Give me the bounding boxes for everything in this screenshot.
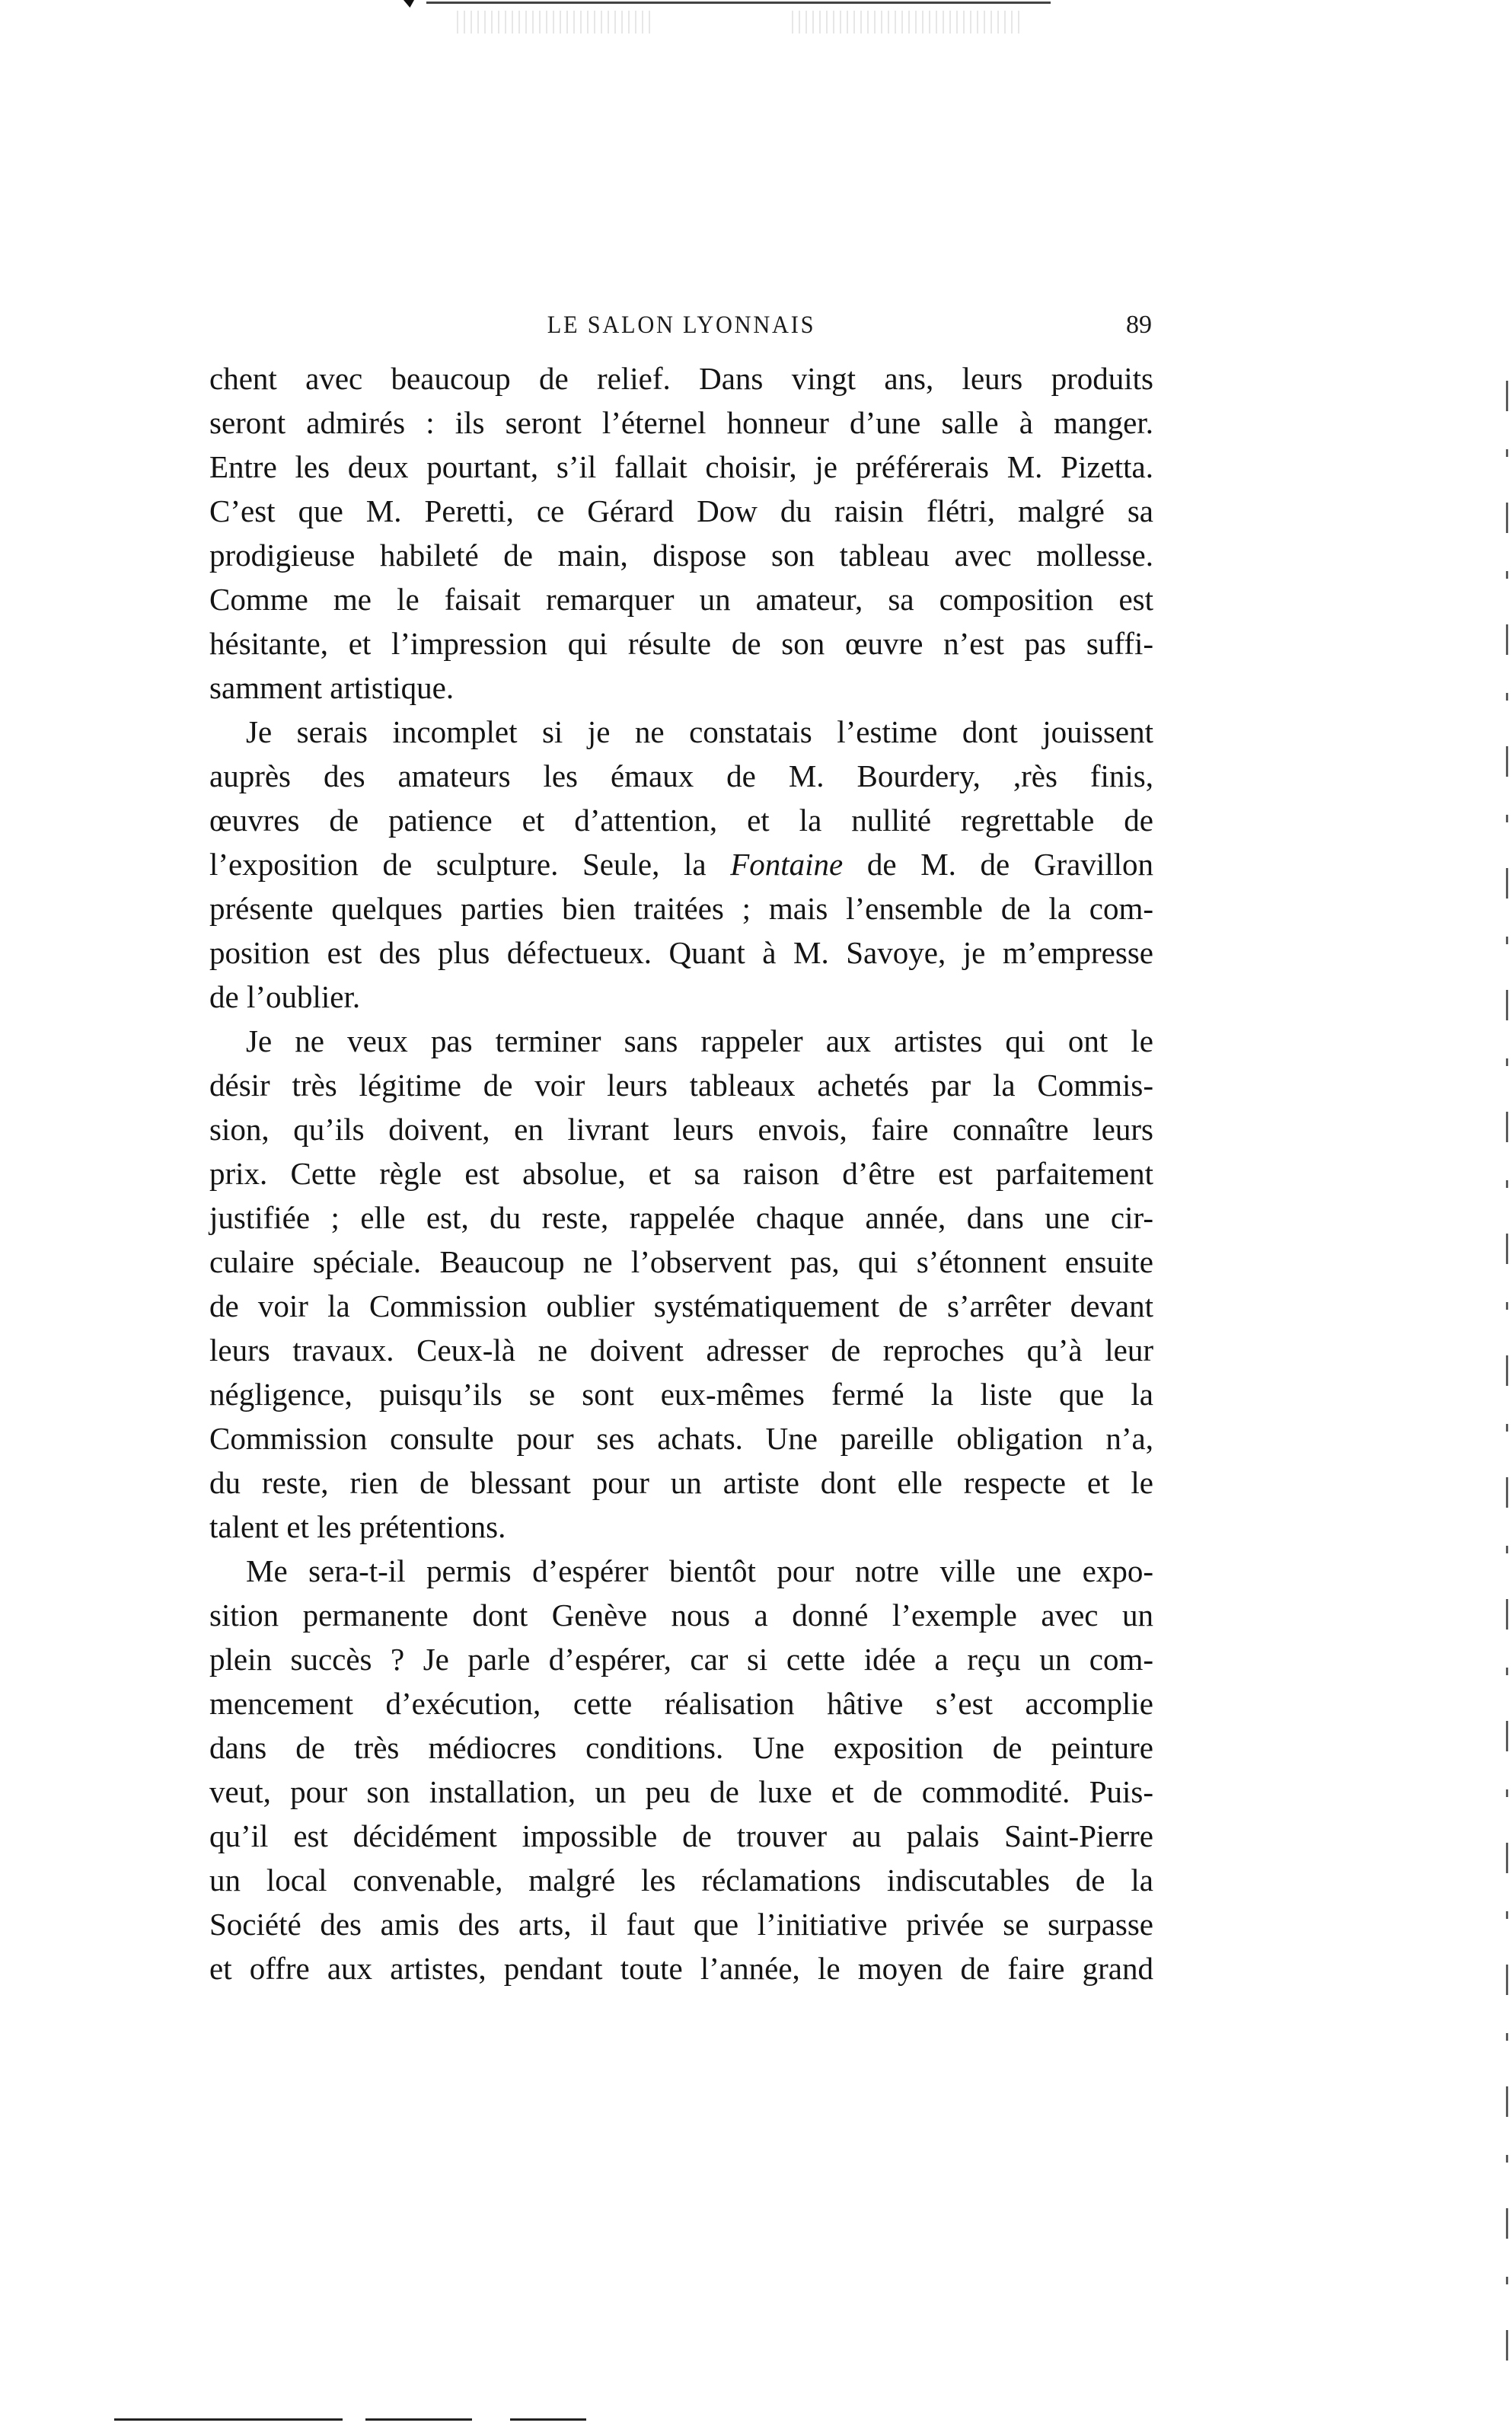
- text-line: sion, qu’ils doivent, en livrant leurs envois, faire connaître leurs: [209, 1112, 1153, 1147]
- text-line: Comme me le faisait remarquer un amateur, sa composition est: [209, 582, 1153, 617]
- text-line: C’est que M. Peretti, ce Gérard Dow du raisin flétri, malgré sa: [209, 493, 1153, 528]
- text-line: samment artistique.: [209, 670, 455, 705]
- text-line: Je serais incomplet si je ne constatais l’estime dont jouissent: [246, 714, 1153, 749]
- text-line: prodigieuse habileté de main, dispose son tableau avec mollesse.: [209, 538, 1153, 573]
- text-line: position est des plus défectueux. Quant à M. Savoye, je m’empresse: [209, 935, 1153, 970]
- body-text: [209, 356, 1153, 1990]
- text-line: justifiée ; elle est, du reste, rappelée chaque année, dans une cir-: [209, 1200, 1153, 1235]
- text-line: talent et les prétentions.: [209, 1509, 506, 1544]
- scan-artifact-top-rule: [426, 2, 1051, 4]
- text-line: chent avec beaucoup de relief. Dans vingt ans, leurs produits: [209, 361, 1153, 396]
- text-line: hésitante, et l’impression qui résulte de son œuvre n’est pas suffi-: [209, 626, 1153, 661]
- text-line: prix. Cette règle est absolue, et sa raison d’être est parfaitement: [209, 1156, 1153, 1191]
- text-line: un local convenable, malgré les réclamations indiscutables de la: [209, 1863, 1153, 1898]
- text-line: Me sera-t-il permis d’espérer bientôt pour notre ville une expo-: [246, 1553, 1153, 1588]
- scan-artifact-bleed-through: [792, 11, 1020, 34]
- text-segment: l’exposition de sculpture. Seule, la: [209, 847, 731, 882]
- text-line: veut, pour son installation, un peu de luxe et de commodité. Puis-: [209, 1774, 1153, 1809]
- running-head-title: LE SALON LYONNAIS: [547, 311, 816, 339]
- paragraph-2: [209, 710, 1153, 1019]
- scan-artifact-bleed-through: [457, 11, 655, 34]
- text-line: sition permanente dont Genève nous a donné l’exemple avec un: [209, 1598, 1153, 1633]
- paragraph-3: [209, 1019, 1153, 1549]
- text-line: auprès des amateurs les émaux de M. Bourdery, ,rès finis,: [209, 758, 1153, 793]
- text-line: Société des amis des arts, il faut que l’initiative privée se surpasse: [209, 1907, 1153, 1942]
- paragraph-4: [209, 1549, 1153, 1990]
- text-line: dans de très médiocres conditions. Une exposition de peinture: [209, 1730, 1153, 1765]
- text-segment: de M. de Gravillon: [843, 847, 1153, 882]
- text-line: de l’oublier.: [209, 979, 361, 1014]
- running-head: [209, 306, 1153, 344]
- text-line: Commission consulte pour ses achats. Une pareille obligation n’a,: [209, 1421, 1153, 1456]
- scan-artifact-bottom-rule: [114, 2418, 586, 2421]
- text-line: présente quelques parties bien traitées ; mais l’ensemble de la com-: [209, 891, 1153, 926]
- text-line: plein succès ? Je parle d’espérer, car si cette idée a reçu un com-: [209, 1642, 1153, 1677]
- text-line-with-italic: [209, 842, 1153, 886]
- text-line: Je ne veux pas terminer sans rappeler aux artistes qui ont le: [246, 1023, 1153, 1058]
- scan-artifact-top-mark: [404, 0, 414, 8]
- text-line: négligence, puisqu’ils se sont eux-mêmes fermé la liste que la: [209, 1377, 1153, 1412]
- text-line: de voir la Commission oublier systématiquement de s’arrêter devant: [209, 1288, 1153, 1323]
- text-line: seront admirés : ils seront l’éternel honneur d’une salle à manger.: [209, 405, 1153, 440]
- scan-artifact-right-edge: [1506, 381, 1508, 2361]
- paragraph-1: [209, 356, 1153, 710]
- text-line: qu’il est décidément impossible de trouver au palais Saint-Pierre: [209, 1818, 1153, 1853]
- text-line: mencement d’exécution, cette réalisation hâtive s’est accomplie: [209, 1686, 1153, 1721]
- text-line: Entre les deux pourtant, s’il fallait choisir, je préférerais M. Pizetta.: [209, 449, 1153, 484]
- text-line: œuvres de patience et d’attention, et la nullité regrettable de: [209, 803, 1153, 838]
- text-line: leurs travaux. Ceux-là ne doivent adresser de reproches qu’à leur: [209, 1333, 1153, 1368]
- page-number: 89: [1126, 311, 1152, 339]
- italic-title-fontaine: Fontaine: [730, 847, 844, 882]
- text-line: du reste, rien de blessant pour un artiste dont elle respecte et le: [209, 1465, 1153, 1500]
- text-line: et offre aux artistes, pendant toute l’année, le moyen de faire grand: [209, 1951, 1153, 1986]
- text-line: culaire spéciale. Beaucoup ne l’observent pas, qui s’étonnent ensuite: [209, 1244, 1153, 1279]
- text-line: désir très légitime de voir leurs tableaux achetés par la Commis-: [209, 1068, 1153, 1103]
